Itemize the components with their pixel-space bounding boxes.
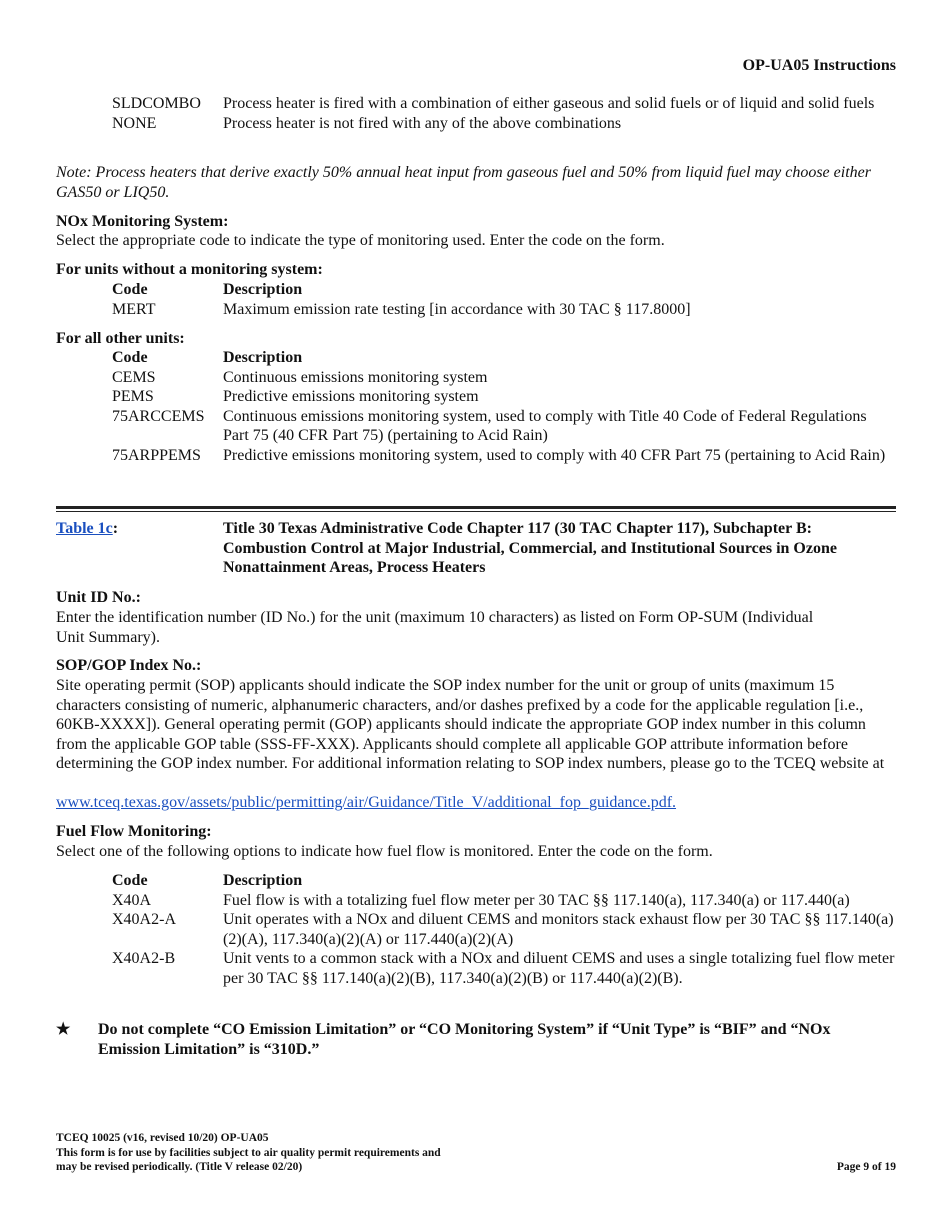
fuel-flow-heading: Fuel Flow Monitoring: <box>56 823 212 840</box>
unit-id-text: Enter the identification number (ID No.) for the unit (maximum 10 characters) as listed on Form OP-SUM (Individual Unit Summary). <box>56 609 814 646</box>
description-column-header: Description <box>223 872 303 889</box>
table-1c-link[interactable]: Table 1c <box>56 520 113 537</box>
table-row <box>112 368 896 388</box>
description-cell: Fuel flow is with a totalizing fuel flow meter per 30 TAC §§ 117.140(a), 117.340(a) or 117.440(a) <box>223 891 850 909</box>
table-row <box>112 407 896 446</box>
code-cell: X40A <box>112 891 152 909</box>
table-row <box>112 446 896 466</box>
table-header-row <box>112 348 896 368</box>
table-1c-link-wrap <box>56 519 223 578</box>
table-row <box>112 300 896 320</box>
table-1c-colon: : <box>112 520 119 537</box>
page-number: Page 9 of 19 <box>836 1161 896 1173</box>
code-column-header: Code <box>112 349 148 366</box>
code-cell: X40A2-A <box>112 911 176 928</box>
description-column-header: Description <box>223 281 303 298</box>
page-header-title: OP-UA05 Instructions <box>742 57 896 74</box>
code-cell: 75ARPPEMS <box>112 446 201 464</box>
code-cell: 75ARCCEMS <box>112 407 205 425</box>
code-cell: PEMS <box>112 388 154 405</box>
description-cell: Process heater is fired with a combination of either gaseous and solid fuels or of liquid and solid fuels <box>223 95 875 112</box>
table-row <box>112 387 896 407</box>
description-cell: Continuous emissions monitoring system <box>223 368 488 386</box>
footer-notice-line-1: This form is for use by facilities subject to air quality permit requirements and <box>56 1146 441 1159</box>
without-monitoring-table <box>112 280 896 319</box>
table-header-row <box>112 871 896 891</box>
fuel-flow-table <box>112 871 896 988</box>
footer-form-id: TCEQ 10025 (v16, revised 10/20) OP-UA05 <box>56 1132 269 1144</box>
without-monitoring-heading: For units without a monitoring system: <box>56 261 323 278</box>
star-icon: ★ <box>56 1021 71 1038</box>
tceq-guidance-link[interactable]: www.tceq.texas.gov/assets/public/permitting/air/Guidance/Title_V/additional_fop_guidance.pdf. <box>56 794 677 811</box>
section-divider <box>56 506 896 512</box>
nox-monitoring-heading: NOx Monitoring System: <box>56 213 229 230</box>
sop-gop-text: Site operating permit (SOP) applicants should indicate the SOP index number for the unit or group of units (maximum 15 characters consisting of numeric, alphanumeric characters, and/or dashes prefixed by a code for the applicable regulation [i.e., 60KB-XXXX]). General operating permit (GOP) applicants should indicate the appropriate GOP index number in this column from the applicable GOP table (SSS-FF-XXX). Applicants should complete all applicable GOP attribute information before determining the GOP index number. For additional information relating to SOP index numbers, please go to the TCEQ website at <box>56 677 885 772</box>
table-1c-heading <box>56 519 896 578</box>
description-column-header: Description <box>223 349 303 366</box>
sop-gop-url-wrap <box>56 793 896 813</box>
footer-notice-line-2: may be revised periodically. (Title V release 02/20) <box>56 1161 303 1173</box>
code-cell: NONE <box>112 114 157 132</box>
code-column-header: Code <box>112 281 148 298</box>
description-cell: Continuous emissions monitoring system, used to comply with Title 40 Code of Federal Regulations Part 75 (40 CFR Part 75) (pertaining to Acid Rain) <box>223 407 867 444</box>
fuel-flow-intro: Select one of the following options to indicate how fuel flow is monitored. Enter the code on the form. <box>56 843 713 860</box>
other-units-table <box>112 348 896 465</box>
table-row <box>112 94 896 114</box>
table-row <box>112 114 896 134</box>
page-footer <box>56 1131 896 1175</box>
unit-id-heading: Unit ID No.: <box>56 589 141 606</box>
table-row <box>112 949 896 988</box>
description-cell: Predictive emissions monitoring system, used to comply with 40 CFR Part 75 (pertaining to Acid Rain) <box>223 446 886 464</box>
code-cell: SLDCOMBO <box>112 95 201 112</box>
code-cell: CEMS <box>112 368 156 386</box>
sop-gop-heading: SOP/GOP Index No.: <box>56 657 202 674</box>
description-cell: Unit vents to a common stack with a NOx and diluent CEMS and uses a single totalizing fuel flow meter per 30 TAC §§ 117.140(a)(2)(B), 117.340(a)(2)(B) or 117.440(a)(2)(B). <box>223 950 895 987</box>
description-cell: Maximum emission rate testing [in accordance with 30 TAC § 117.8000] <box>223 300 691 318</box>
fuel-combination-table <box>112 94 896 133</box>
table-1c-title: Title 30 Texas Administrative Code Chapter 117 (30 TAC Chapter 117), Subchapter B: Combustion Control at Major Industrial, Commercial, and Institutional Sources in Ozone Nonattainment Areas, Process Heaters <box>223 520 837 576</box>
table-row <box>112 910 896 949</box>
code-column-header: Code <box>112 872 148 889</box>
description-cell: Unit operates with a NOx and diluent CEMS and monitors stack exhaust flow per 30 TAC §§ 117.140(a)(2)(A), 117.340(a)(2)(A) or 117.440(a)(2)(A) <box>223 911 894 948</box>
gas-liq-note: Note: Process heaters that derive exactly 50% annual heat input from gaseous fuel and 50% from liquid fuel may choose either GAS50 or LIQ50. <box>56 164 871 201</box>
table-header-row <box>112 280 896 300</box>
code-cell: X40A2-B <box>112 950 176 967</box>
code-cell: MERT <box>112 300 156 318</box>
nox-monitoring-intro: Select the appropriate code to indicate the type of monitoring used. Enter the code on the form. <box>56 232 665 249</box>
description-cell: Predictive emissions monitoring system <box>223 388 479 405</box>
table-row <box>112 891 896 911</box>
star-note <box>56 1020 896 1059</box>
description-cell: Process heater is not fired with any of the above combinations <box>223 114 622 132</box>
star-note-text: Do not complete “CO Emission Limitation” or “CO Monitoring System” if “Unit Type” is “BIF” and “NOx Emission Limitation” is “310D.” <box>98 1021 831 1058</box>
all-other-units-heading: For all other units: <box>56 330 185 347</box>
